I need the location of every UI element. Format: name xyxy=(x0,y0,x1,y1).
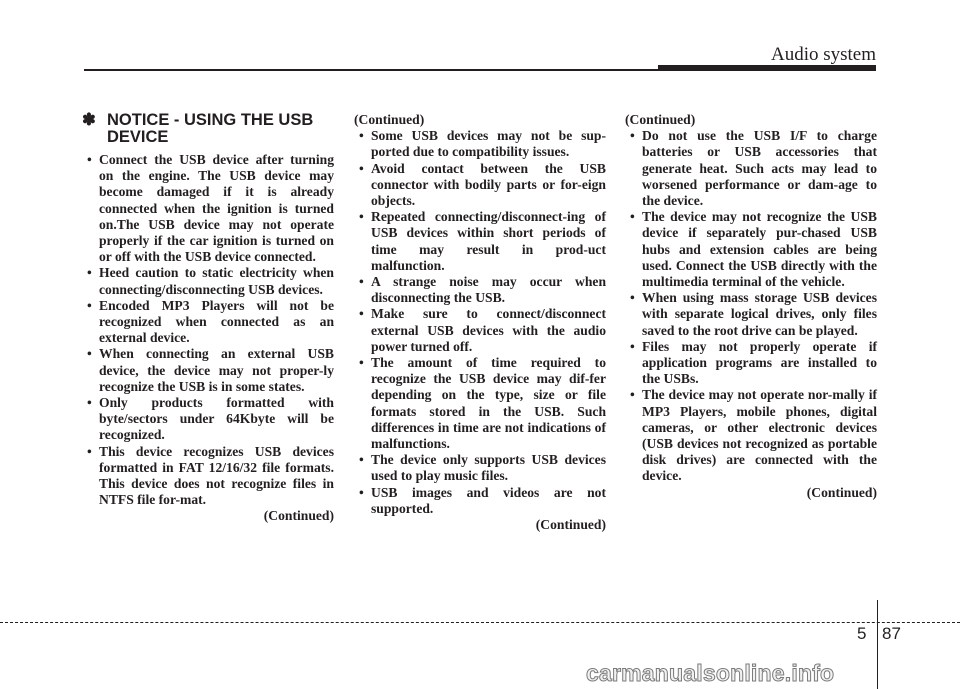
footer-divider xyxy=(877,620,878,689)
list-item: • Connect the USB device after turning on the engine. The USB device may become damaged if it is already connected when the ignition is turned on.The USB device may not operate properly if the car ignition is turned on or off with the USB device connected. xyxy=(82,152,334,265)
column-1 xyxy=(82,112,334,525)
column-2 xyxy=(354,112,606,533)
list-item: • Only products formatted with byte/sectors under 64Kbyte will be recognized. xyxy=(82,395,334,444)
list-item: • Files may not properly operate if application programs are installed to the USBs. xyxy=(625,339,877,388)
page-number: 87 xyxy=(882,624,901,643)
notice-star-icon: ✽ xyxy=(82,111,96,129)
bullet-list xyxy=(354,128,606,517)
continued-label: (Continued) xyxy=(263,508,334,524)
list-item: • USB images and videos are not supported. xyxy=(354,485,606,517)
list-item: • This device recognizes USB devices formatted in FAT 12/16/32 file formats. This device does not recognize files in NTFS file for-mat. xyxy=(82,444,334,509)
section-number: 5 xyxy=(857,624,867,643)
continued-top-label: (Continued) xyxy=(354,112,425,127)
bullet-list xyxy=(625,128,877,484)
list-item: • Encoded MP3 Players will not be recognized when connected as an external device. xyxy=(82,298,334,347)
list-item: • Make sure to connect/disconnect external USB devices with the audio power turned off. xyxy=(354,306,606,355)
continued-label: (Continued) xyxy=(535,517,606,533)
list-item: • Heed caution to static electricity when connecting/disconnecting USB devices. xyxy=(82,265,334,297)
list-item: • The amount of time required to recognize the USB device may dif-fer depending on the type, size or file formats stored in the USB. Such differences in time are not indications of malfunctions. xyxy=(354,355,606,452)
list-item: • Avoid contact between the USB connector with bodily parts or for-eign objects. xyxy=(354,161,606,210)
list-item: • When connecting an external USB device, the device may not proper-ly recognize the USB is in some states. xyxy=(82,346,334,395)
list-item: • Some USB devices may not be sup-ported due to compatibility issues. xyxy=(354,128,606,160)
column-3 xyxy=(625,112,877,501)
header-rule-accent xyxy=(658,65,876,71)
continued-label: (Continued) xyxy=(806,484,877,500)
list-item: • The device only supports USB devices used to play music files. xyxy=(354,452,606,484)
list-item: • Do not use the USB I/F to charge batteries or USB accessories that generate heat. Such acts may lead to worsened performance or dam-age to the device. xyxy=(625,128,877,209)
list-item: • Repeated connecting/disconnect-ing of USB devices within short periods of time may result in prod-uct malfunction. xyxy=(354,209,606,274)
list-item: • The device may not recognize the USB device if separately pur-chased USB hubs and extension cables are being used. Connect the USB directly with the multimedia terminal of the vehicle. xyxy=(625,209,877,290)
watermark: carmanualsonline.info xyxy=(586,660,835,686)
notice-title: NOTICE - USING THE USB DEVICE xyxy=(107,111,314,146)
list-item: • The device may not operate nor-mally if MP3 Players, mobile phones, digital cameras, or other electronic devices (USB devices not recognized as portable disk drives) are connected with the device. xyxy=(625,387,877,484)
header-title: Audio system xyxy=(770,44,876,65)
footer-divider-top xyxy=(877,600,878,622)
bullet-list xyxy=(82,152,334,508)
list-item: • When using mass storage USB devices with separate logical drives, only files saved to the root drive can be played. xyxy=(625,290,877,339)
notice-heading xyxy=(82,112,334,146)
list-item: • A strange noise may occur when disconnecting the USB. xyxy=(354,274,606,306)
continued-top-label: (Continued) xyxy=(625,112,696,127)
footer-dashed-rule xyxy=(0,622,960,623)
